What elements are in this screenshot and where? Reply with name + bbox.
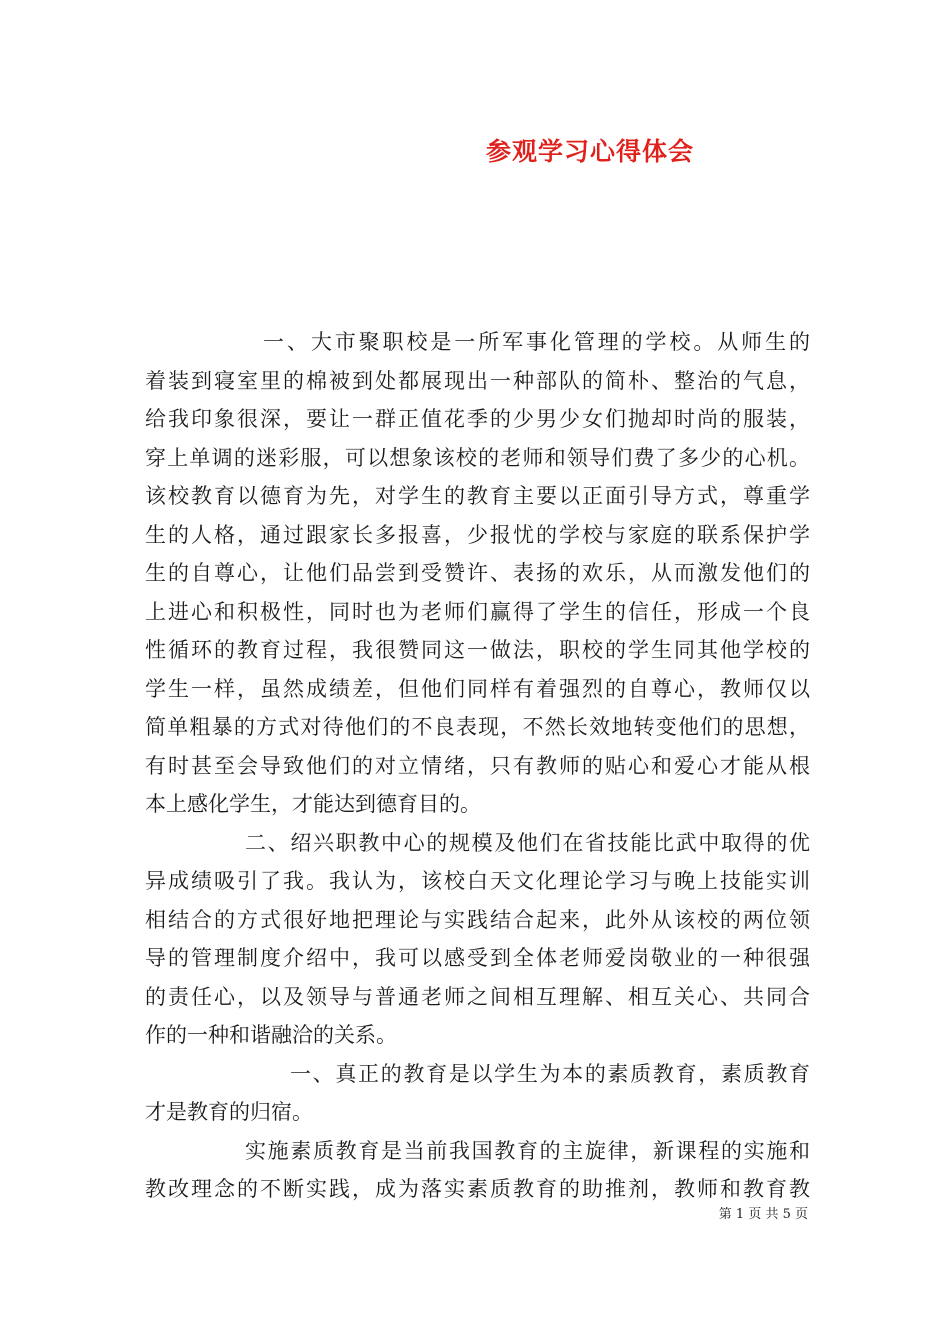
- paragraph-line: 上进心和积极性，同时也为老师们赢得了学生的信任，形成一个良: [145, 599, 810, 624]
- paragraph-line: 导的管理制度介绍中，我可以感受到全体老师爱岗敬业的一种很强: [145, 946, 810, 970]
- paragraph-line: 生的人格，通过跟家长多报喜，少报忧的学校与家庭的联系保护学: [145, 522, 810, 547]
- paragraph-line: 的责任心，以及领导与普通老师之间相互理解、相互关心、共同合: [145, 984, 810, 1009]
- paragraph-line: 才是教育的归宿。: [145, 1100, 313, 1124]
- paragraph-line: 着装到寝室里的棉被到处都展现出一种部队的简朴、整治的气息，: [145, 368, 810, 393]
- paragraph-line: 本上感化学生，才能达到德育目的。: [145, 792, 481, 816]
- paragraph-line: 一、真正的教育是以学生为本的素质教育，素质教育: [290, 1061, 810, 1086]
- paragraph-line: 相结合的方式很好地把理论与实践结合起来，此外从该校的两位领: [145, 907, 810, 932]
- paragraph-line: 穿上单调的迷彩服，可以想象该校的老师和领导们费了多少的心机。: [145, 445, 810, 470]
- paragraph-line: 生的自尊心，让他们品尝到受赞许、表扬的欢乐，从而激发他们的: [145, 561, 810, 585]
- paragraph-line: 实施素质教育是当前我国教育的主旋律，新课程的实施和: [245, 1138, 810, 1163]
- paragraph-line: 该校教育以德育为先，对学生的教育主要以正面引导方式，尊重学: [145, 484, 810, 508]
- paragraph-line: 有时甚至会导致他们的对立情绪，只有教师的贴心和爱心才能从根: [145, 753, 810, 778]
- paragraph-line: 二、绍兴职教中心的规模及他们在省技能比武中取得的优: [245, 830, 810, 855]
- paragraph-line: 作的一种和谐融洽的关系。: [145, 1023, 397, 1047]
- document-body: [145, 323, 810, 1209]
- paragraph-line: 教改理念的不断实践，成为落实素质教育的助推剂，教师和教育教: [145, 1177, 810, 1201]
- paragraph-line: 性循环的教育过程，我很赞同这一做法，职校的学生同其他学校的: [145, 638, 810, 662]
- paragraph-line: 给我印象很深，要让一群正值花季的少男少女们抛却时尚的服装，: [145, 407, 810, 431]
- paragraph-line: 学生一样，虽然成绩差，但他们同样有着强烈的自尊心，教师仅以: [145, 676, 810, 701]
- paragraph-line: 异成绩吸引了我。我认为，该校白天文化理论学习与晚上技能实训: [145, 869, 810, 893]
- paragraph-line: 简单粗暴的方式对待他们的不良表现，不然长效地转变他们的思想，: [145, 715, 810, 739]
- document-title: 参观学习心得体会: [485, 137, 694, 166]
- paragraph-line: 一、大市聚职校是一所军事化管理的学校。从师生的: [263, 330, 810, 354]
- page-number-footer: 第 1 页 共 5 页: [718, 1207, 808, 1222]
